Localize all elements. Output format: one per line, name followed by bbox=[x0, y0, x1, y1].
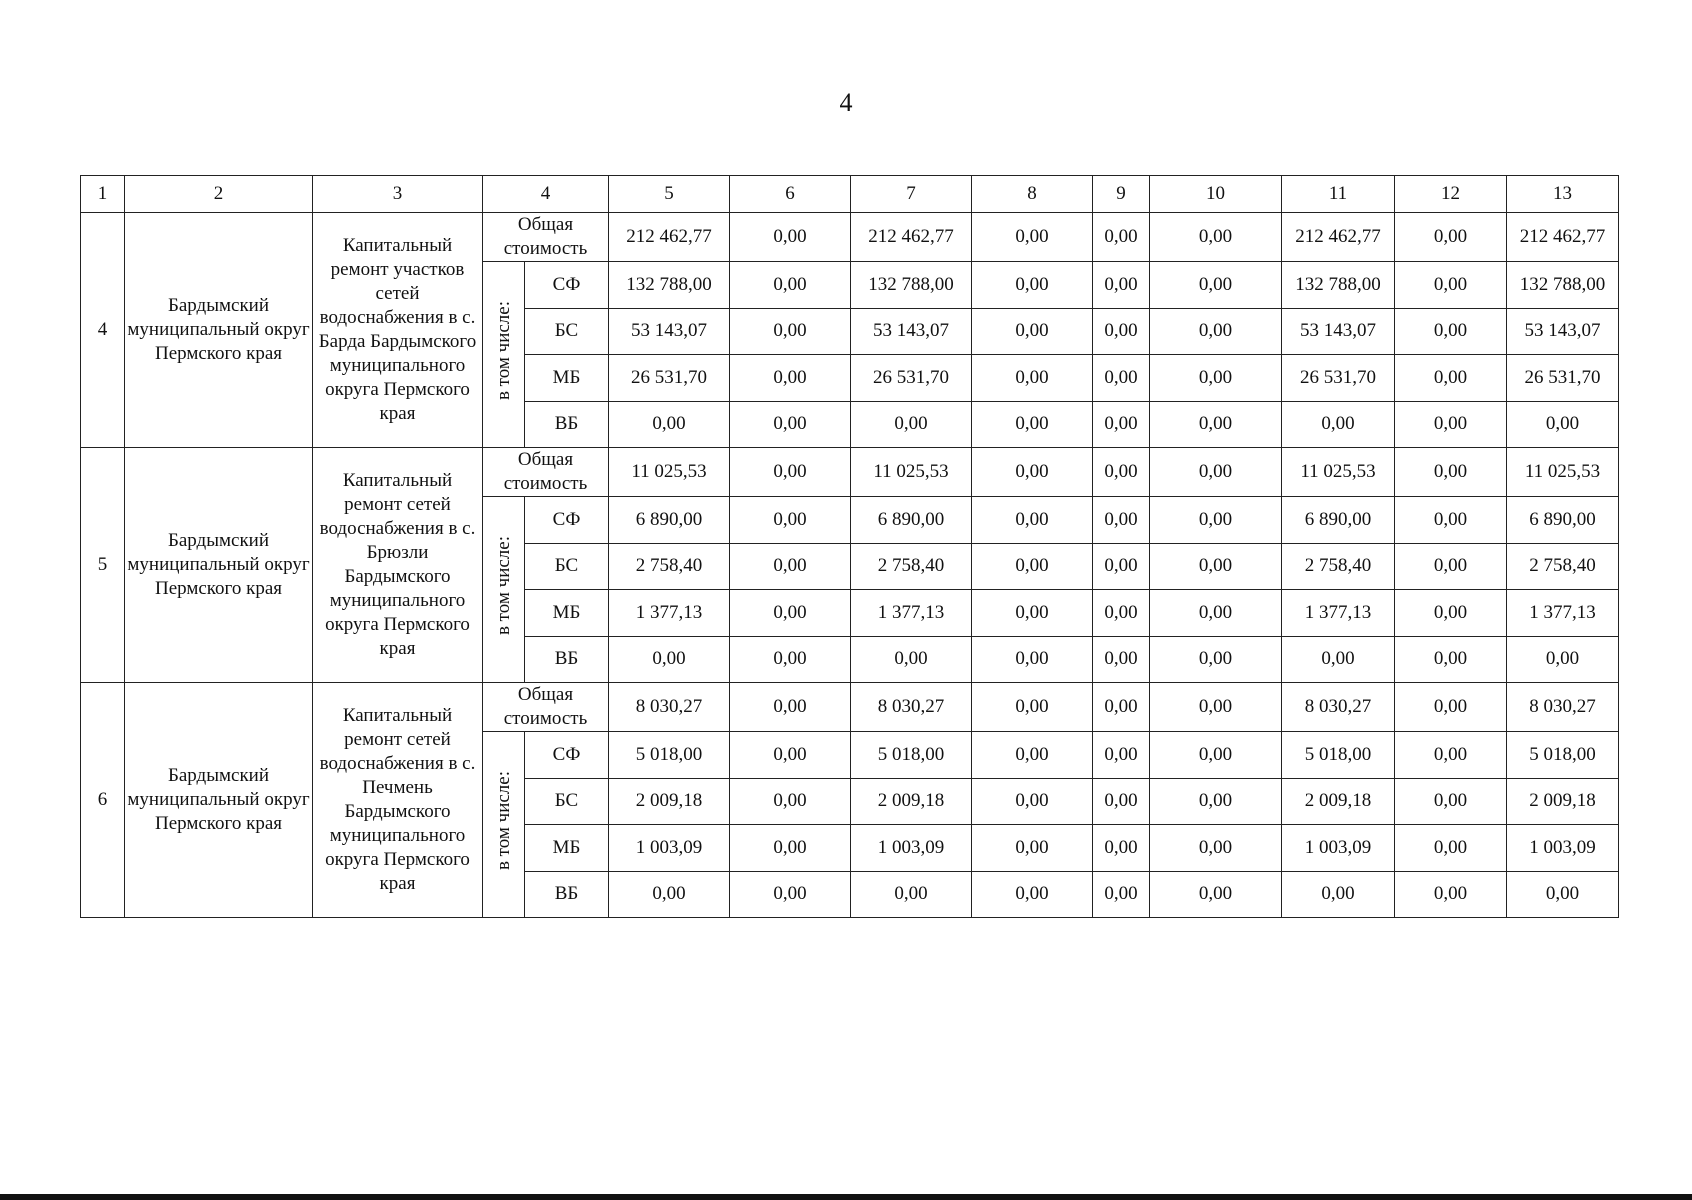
value-cell: 0,00 bbox=[1150, 683, 1282, 732]
header-cell: 5 bbox=[609, 176, 730, 213]
value-cell: 0,00 bbox=[972, 825, 1093, 872]
header-cell: 9 bbox=[1093, 176, 1150, 213]
header-cell: 12 bbox=[1395, 176, 1507, 213]
value-cell: 2 758,40 bbox=[1507, 543, 1619, 590]
value-cell: 0,00 bbox=[1150, 213, 1282, 262]
value-cell: 212 462,77 bbox=[1507, 213, 1619, 262]
value-cell: 0,00 bbox=[730, 636, 851, 683]
value-cell: 8 030,27 bbox=[1507, 683, 1619, 732]
header-cell: 10 bbox=[1150, 176, 1282, 213]
value-cell: 0,00 bbox=[972, 590, 1093, 637]
value-cell: 0,00 bbox=[972, 355, 1093, 402]
header-cell: 1 bbox=[81, 176, 125, 213]
value-cell: 6 890,00 bbox=[1507, 497, 1619, 544]
value-cell: 212 462,77 bbox=[1282, 213, 1395, 262]
value-cell: 0,00 bbox=[1150, 825, 1282, 872]
value-cell: 0,00 bbox=[1150, 636, 1282, 683]
value-cell: 0,00 bbox=[1395, 778, 1507, 825]
value-cell: 0,00 bbox=[1395, 497, 1507, 544]
value-cell: 6 890,00 bbox=[1282, 497, 1395, 544]
value-cell: 0,00 bbox=[730, 778, 851, 825]
funding-source-label: БС bbox=[525, 308, 609, 355]
value-cell: 8 030,27 bbox=[851, 683, 972, 732]
value-cell: 132 788,00 bbox=[851, 262, 972, 309]
table-row bbox=[81, 448, 1619, 497]
value-cell: 0,00 bbox=[972, 213, 1093, 262]
header-cell: 13 bbox=[1507, 176, 1619, 213]
budget-table bbox=[80, 175, 1619, 918]
value-cell: 2 009,18 bbox=[851, 778, 972, 825]
row-number: 6 bbox=[81, 683, 125, 918]
value-cell: 0,00 bbox=[1150, 871, 1282, 918]
value-cell: 1 377,13 bbox=[609, 590, 730, 637]
header-cell: 3 bbox=[313, 176, 483, 213]
value-cell: 0,00 bbox=[1093, 401, 1150, 448]
value-cell: 0,00 bbox=[972, 262, 1093, 309]
including-label: в том числе: bbox=[492, 536, 514, 636]
total-cost-label: Общая стоимость bbox=[483, 683, 609, 732]
value-cell: 2 009,18 bbox=[609, 778, 730, 825]
value-cell: 132 788,00 bbox=[1507, 262, 1619, 309]
value-cell: 0,00 bbox=[1150, 732, 1282, 779]
value-cell: 26 531,70 bbox=[1282, 355, 1395, 402]
value-cell: 0,00 bbox=[730, 871, 851, 918]
value-cell: 0,00 bbox=[1150, 497, 1282, 544]
value-cell: 2 758,40 bbox=[851, 543, 972, 590]
value-cell: 0,00 bbox=[1093, 355, 1150, 402]
header-cell: 7 bbox=[851, 176, 972, 213]
value-cell: 0,00 bbox=[972, 401, 1093, 448]
value-cell: 0,00 bbox=[1150, 355, 1282, 402]
value-cell: 0,00 bbox=[730, 213, 851, 262]
value-cell: 5 018,00 bbox=[1282, 732, 1395, 779]
value-cell: 0,00 bbox=[1507, 401, 1619, 448]
value-cell: 0,00 bbox=[730, 401, 851, 448]
value-cell: 1 003,09 bbox=[1282, 825, 1395, 872]
value-cell: 0,00 bbox=[1395, 825, 1507, 872]
value-cell: 0,00 bbox=[1395, 543, 1507, 590]
scan-border bbox=[0, 1194, 1692, 1200]
value-cell: 5 018,00 bbox=[609, 732, 730, 779]
object-name: Капитальный ремонт сетей водоснабжения в с. Брюзли Бардымского муниципального округа Пермского края bbox=[313, 448, 483, 683]
value-cell: 0,00 bbox=[1093, 590, 1150, 637]
value-cell: 0,00 bbox=[1150, 448, 1282, 497]
object-name: Капитальный ремонт сетей водоснабжения в с. Печмень Бардымского муниципального округа Пермского края bbox=[313, 683, 483, 918]
value-cell: 0,00 bbox=[1507, 636, 1619, 683]
value-cell: 212 462,77 bbox=[609, 213, 730, 262]
value-cell: 0,00 bbox=[730, 683, 851, 732]
value-cell: 0,00 bbox=[1150, 543, 1282, 590]
value-cell: 0,00 bbox=[851, 636, 972, 683]
value-cell: 26 531,70 bbox=[609, 355, 730, 402]
value-cell: 11 025,53 bbox=[609, 448, 730, 497]
value-cell: 0,00 bbox=[1093, 732, 1150, 779]
funding-source-label: ВБ bbox=[525, 636, 609, 683]
value-cell: 0,00 bbox=[609, 401, 730, 448]
value-cell: 0,00 bbox=[1093, 636, 1150, 683]
value-cell: 132 788,00 bbox=[609, 262, 730, 309]
value-cell: 0,00 bbox=[851, 401, 972, 448]
value-cell: 0,00 bbox=[1395, 590, 1507, 637]
header-cell: 11 bbox=[1282, 176, 1395, 213]
header-cell: 2 bbox=[125, 176, 313, 213]
value-cell: 6 890,00 bbox=[851, 497, 972, 544]
funding-source-label: МБ bbox=[525, 355, 609, 402]
value-cell: 0,00 bbox=[1395, 308, 1507, 355]
value-cell: 0,00 bbox=[1150, 778, 1282, 825]
funding-source-label: МБ bbox=[525, 590, 609, 637]
value-cell: 0,00 bbox=[851, 871, 972, 918]
value-cell: 0,00 bbox=[1395, 871, 1507, 918]
row-number: 5 bbox=[81, 448, 125, 683]
value-cell: 0,00 bbox=[1282, 636, 1395, 683]
value-cell: 2 009,18 bbox=[1507, 778, 1619, 825]
funding-source-label: МБ bbox=[525, 825, 609, 872]
total-cost-label: Общая стоимость bbox=[483, 213, 609, 262]
header-row bbox=[81, 176, 1619, 213]
value-cell: 2 009,18 bbox=[1282, 778, 1395, 825]
total-cost-label: Общая стоимость bbox=[483, 448, 609, 497]
value-cell: 0,00 bbox=[730, 590, 851, 637]
header-cell: 8 bbox=[972, 176, 1093, 213]
value-cell: 0,00 bbox=[1093, 871, 1150, 918]
header-cell: 4 bbox=[483, 176, 609, 213]
value-cell: 5 018,00 bbox=[851, 732, 972, 779]
value-cell: 11 025,53 bbox=[1507, 448, 1619, 497]
value-cell: 0,00 bbox=[972, 778, 1093, 825]
value-cell: 1 003,09 bbox=[609, 825, 730, 872]
value-cell: 1 377,13 bbox=[851, 590, 972, 637]
row-number: 4 bbox=[81, 213, 125, 448]
value-cell: 0,00 bbox=[1093, 825, 1150, 872]
value-cell: 0,00 bbox=[1507, 871, 1619, 918]
value-cell: 1 377,13 bbox=[1282, 590, 1395, 637]
value-cell: 212 462,77 bbox=[851, 213, 972, 262]
value-cell: 5 018,00 bbox=[1507, 732, 1619, 779]
value-cell: 0,00 bbox=[730, 308, 851, 355]
value-cell: 0,00 bbox=[730, 497, 851, 544]
value-cell: 0,00 bbox=[1093, 683, 1150, 732]
object-name: Капитальный ремонт участков сетей водоснабжения в с. Барда Бардымского муниципального округа Пермского края bbox=[313, 213, 483, 448]
value-cell: 0,00 bbox=[1093, 308, 1150, 355]
value-cell: 0,00 bbox=[1395, 401, 1507, 448]
funding-source-label: ВБ bbox=[525, 401, 609, 448]
value-cell: 0,00 bbox=[1093, 497, 1150, 544]
value-cell: 11 025,53 bbox=[1282, 448, 1395, 497]
district-name: Бардымский муниципальный округ Пермского края bbox=[125, 448, 313, 683]
value-cell: 0,00 bbox=[1093, 262, 1150, 309]
value-cell: 2 758,40 bbox=[609, 543, 730, 590]
value-cell: 0,00 bbox=[1150, 308, 1282, 355]
value-cell: 0,00 bbox=[609, 871, 730, 918]
value-cell: 0,00 bbox=[1395, 213, 1507, 262]
value-cell: 0,00 bbox=[1395, 355, 1507, 402]
value-cell: 26 531,70 bbox=[851, 355, 972, 402]
value-cell: 0,00 bbox=[730, 732, 851, 779]
value-cell: 0,00 bbox=[730, 825, 851, 872]
including-label-cell bbox=[483, 262, 525, 448]
value-cell: 11 025,53 bbox=[851, 448, 972, 497]
value-cell: 53 143,07 bbox=[1507, 308, 1619, 355]
value-cell: 0,00 bbox=[1282, 871, 1395, 918]
value-cell: 0,00 bbox=[972, 636, 1093, 683]
value-cell: 0,00 bbox=[972, 448, 1093, 497]
table-row bbox=[81, 683, 1619, 732]
funding-source-label: СФ bbox=[525, 497, 609, 544]
value-cell: 0,00 bbox=[1395, 262, 1507, 309]
value-cell: 0,00 bbox=[730, 355, 851, 402]
value-cell: 0,00 bbox=[730, 262, 851, 309]
value-cell: 8 030,27 bbox=[1282, 683, 1395, 732]
value-cell: 0,00 bbox=[730, 448, 851, 497]
value-cell: 1 003,09 bbox=[851, 825, 972, 872]
value-cell: 0,00 bbox=[1395, 732, 1507, 779]
funding-source-label: СФ bbox=[525, 262, 609, 309]
value-cell: 0,00 bbox=[972, 871, 1093, 918]
value-cell: 0,00 bbox=[972, 683, 1093, 732]
value-cell: 0,00 bbox=[1150, 401, 1282, 448]
value-cell: 1 003,09 bbox=[1507, 825, 1619, 872]
value-cell: 0,00 bbox=[972, 497, 1093, 544]
value-cell: 0,00 bbox=[1093, 543, 1150, 590]
including-label: в том числе: bbox=[492, 301, 514, 401]
value-cell: 0,00 bbox=[1093, 213, 1150, 262]
value-cell: 0,00 bbox=[1395, 636, 1507, 683]
funding-source-label: ВБ bbox=[525, 871, 609, 918]
value-cell: 0,00 bbox=[1093, 778, 1150, 825]
header-cell: 6 bbox=[730, 176, 851, 213]
value-cell: 0,00 bbox=[1282, 401, 1395, 448]
page-number: 4 bbox=[839, 88, 853, 117]
value-cell: 2 758,40 bbox=[1282, 543, 1395, 590]
value-cell: 0,00 bbox=[609, 636, 730, 683]
including-label-cell bbox=[483, 497, 525, 683]
value-cell: 8 030,27 bbox=[609, 683, 730, 732]
including-label-cell bbox=[483, 732, 525, 918]
table-row bbox=[81, 213, 1619, 262]
funding-source-label: БС bbox=[525, 543, 609, 590]
district-name: Бардымский муниципальный округ Пермского края bbox=[125, 683, 313, 918]
value-cell: 53 143,07 bbox=[609, 308, 730, 355]
district-name: Бардымский муниципальный округ Пермского края bbox=[125, 213, 313, 448]
value-cell: 26 531,70 bbox=[1507, 355, 1619, 402]
value-cell: 53 143,07 bbox=[851, 308, 972, 355]
value-cell: 132 788,00 bbox=[1282, 262, 1395, 309]
value-cell: 53 143,07 bbox=[1282, 308, 1395, 355]
including-label: в том числе: bbox=[492, 771, 514, 871]
value-cell: 6 890,00 bbox=[609, 497, 730, 544]
funding-source-label: БС bbox=[525, 778, 609, 825]
value-cell: 0,00 bbox=[730, 543, 851, 590]
value-cell: 0,00 bbox=[972, 732, 1093, 779]
value-cell: 1 377,13 bbox=[1507, 590, 1619, 637]
value-cell: 0,00 bbox=[1093, 448, 1150, 497]
value-cell: 0,00 bbox=[1150, 262, 1282, 309]
value-cell: 0,00 bbox=[972, 543, 1093, 590]
value-cell: 0,00 bbox=[1395, 683, 1507, 732]
value-cell: 0,00 bbox=[1395, 448, 1507, 497]
funding-source-label: СФ bbox=[525, 732, 609, 779]
value-cell: 0,00 bbox=[972, 308, 1093, 355]
value-cell: 0,00 bbox=[1150, 590, 1282, 637]
